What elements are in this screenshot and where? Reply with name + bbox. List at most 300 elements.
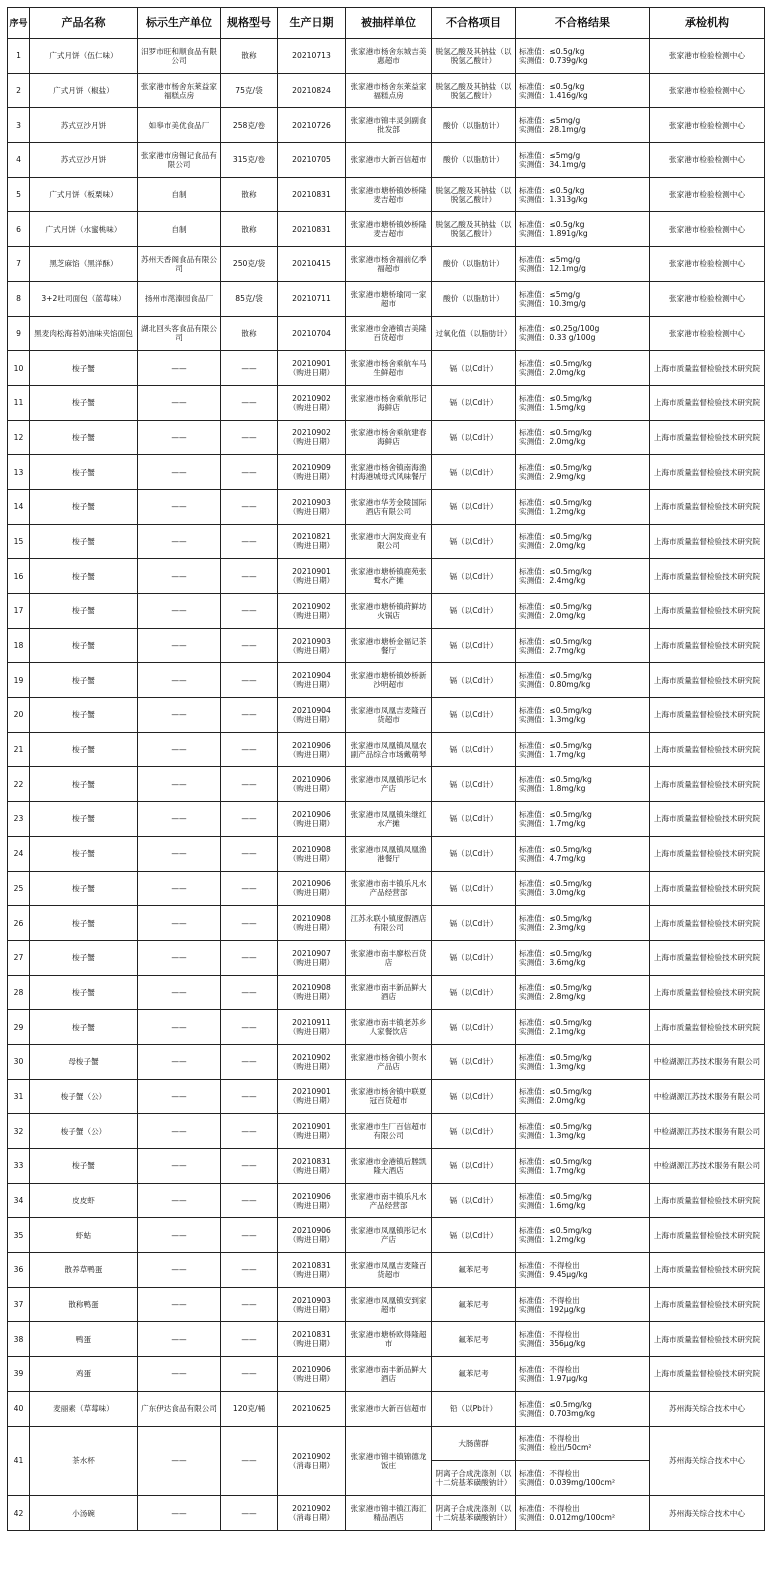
cell-result: 标准值：≤0.5mg/kg 实测值：2.8mg/kg bbox=[516, 975, 650, 1010]
cell-spec: —— bbox=[221, 975, 278, 1010]
cell-product: 母梭子蟹 bbox=[30, 1044, 138, 1079]
cell-seq: 11 bbox=[8, 385, 30, 420]
table-row bbox=[8, 559, 765, 594]
cell-spec: —— bbox=[221, 559, 278, 594]
cell-item: 过氧化值（以脂肪计） bbox=[432, 316, 516, 351]
table-row bbox=[8, 732, 765, 767]
cell-result: 标准值：不得检出 实测值：192μg/kg bbox=[516, 1287, 650, 1322]
cell-lab: 上海市质量监督检验技术研究院 bbox=[650, 385, 765, 420]
cell-result: 标准值：≤0.5mg/kg 实测值：0.703mg/kg bbox=[516, 1391, 650, 1426]
cell-producer: 汨罗市旺和顺食品有限公司 bbox=[138, 39, 221, 74]
cell-seq: 33 bbox=[8, 1149, 30, 1184]
cell-product: 黑麦肉松海苔奶油味夹馅面包 bbox=[30, 316, 138, 351]
cell-spec: —— bbox=[221, 1287, 278, 1322]
cell-seq: 6 bbox=[8, 212, 30, 247]
cell-date: 20210824 bbox=[278, 73, 346, 108]
cell-producer: —— bbox=[138, 1426, 221, 1496]
cell-spec: —— bbox=[221, 1322, 278, 1357]
cell-date: 20210906 （购进日期） bbox=[278, 767, 346, 802]
cell-seq: 4 bbox=[8, 143, 30, 178]
cell-sampled: 张家港市塘桥镇妙桥隆麦吉超市 bbox=[346, 177, 432, 212]
cell-lab: 上海市质量监督检验技术研究院 bbox=[650, 524, 765, 559]
table-row bbox=[8, 1044, 765, 1079]
cell-date: 20210901 （购进日期） bbox=[278, 559, 346, 594]
cell-lab: 张家港市检验检测中心 bbox=[650, 316, 765, 351]
cell-result: 标准值：≤0.5mg/kg 实测值：2.0mg/kg bbox=[516, 351, 650, 386]
cell-date: 20210902 （购进日期） bbox=[278, 594, 346, 629]
cell-producer: —— bbox=[138, 420, 221, 455]
cell-seq: 30 bbox=[8, 1044, 30, 1079]
cell-lab: 上海市质量监督检验技术研究院 bbox=[650, 767, 765, 802]
cell-result: 标准值：≤0.5g/kg 实测值：1.891g/kg bbox=[516, 212, 650, 247]
cell-date: 20210831 bbox=[278, 212, 346, 247]
cell-spec: —— bbox=[221, 1183, 278, 1218]
cell-product: 梭子蟹 bbox=[30, 767, 138, 802]
cell-spec: —— bbox=[221, 1079, 278, 1114]
cell-seq: 34 bbox=[8, 1183, 30, 1218]
cell-spec: —— bbox=[221, 420, 278, 455]
cell-result: 标准值：≤0.5mg/kg 实测值：1.2mg/kg bbox=[516, 1218, 650, 1253]
cell-producer: —— bbox=[138, 1044, 221, 1079]
cell-product: 小汤碗 bbox=[30, 1496, 138, 1531]
cell-item: 氟苯尼考 bbox=[432, 1253, 516, 1288]
cell-seq: 29 bbox=[8, 1010, 30, 1045]
cell-product: 广式月饼（板栗味） bbox=[30, 177, 138, 212]
cell-lab: 上海市质量监督检验技术研究院 bbox=[650, 489, 765, 524]
table-row bbox=[8, 420, 765, 455]
cell-date: 20210902 （购进日期） bbox=[278, 385, 346, 420]
cell-producer: —— bbox=[138, 1357, 221, 1392]
cell-spec: —— bbox=[221, 594, 278, 629]
cell-sampled: 张家港市杨舍乘航彤记海鲜店 bbox=[346, 385, 432, 420]
cell-item: 镉（以Cd计） bbox=[432, 1149, 516, 1184]
cell-product: 梭子蟹 bbox=[30, 698, 138, 733]
cell-seq: 7 bbox=[8, 247, 30, 282]
cell-lab: 苏州海关综合技术中心 bbox=[650, 1426, 765, 1496]
cell-date: 20210902 （购进日期） bbox=[278, 1044, 346, 1079]
cell-item: 镉（以Cd计） bbox=[432, 524, 516, 559]
cell-seq: 40 bbox=[8, 1391, 30, 1426]
cell-lab: 上海市质量监督检验技术研究院 bbox=[650, 1253, 765, 1288]
header-seq: 序号 bbox=[8, 8, 30, 39]
cell-date: 20210831 bbox=[278, 177, 346, 212]
cell-lab: 中检湖源江苏技术服务有限公司 bbox=[650, 1149, 765, 1184]
cell-date: 20210902 （消毒日期） bbox=[278, 1496, 346, 1531]
cell-date: 20210901 （购进日期） bbox=[278, 1079, 346, 1114]
cell-item: 铅（以Pb计） bbox=[432, 1391, 516, 1426]
table-row bbox=[8, 385, 765, 420]
cell-lab: 张家港市检验检测中心 bbox=[650, 108, 765, 143]
cell-producer: —— bbox=[138, 940, 221, 975]
cell-product: 梭子蟹 bbox=[30, 1149, 138, 1184]
cell-lab: 苏州海关综合技术中心 bbox=[650, 1496, 765, 1531]
cell-sampled: 张家港市杨舍东莱益家福糕点房 bbox=[346, 73, 432, 108]
cell-lab: 上海市质量监督检验技术研究院 bbox=[650, 420, 765, 455]
cell-seq: 31 bbox=[8, 1079, 30, 1114]
table-row bbox=[8, 1183, 765, 1218]
cell-product: 梭子蟹 bbox=[30, 628, 138, 663]
table-row bbox=[8, 871, 765, 906]
cell-date: 20210713 bbox=[278, 39, 346, 74]
header-producer: 标示生产单位 bbox=[138, 8, 221, 39]
cell-spec: 120克/桶 bbox=[221, 1391, 278, 1426]
cell-sampled: 张家港市杨舍乘航车马生鲜超市 bbox=[346, 351, 432, 386]
cell-seq: 21 bbox=[8, 732, 30, 767]
cell-result: 标准值：不得检出 实测值：356μg/kg bbox=[516, 1322, 650, 1357]
cell-result: 标准值：≤5mg/g 实测值：34.1mg/g bbox=[516, 143, 650, 178]
cell-date: 20210911 （购进日期） bbox=[278, 1010, 346, 1045]
cell-producer: 湖北回头客食品有限公司 bbox=[138, 316, 221, 351]
cell-sampled: 张家港市锦丰镇江海汇精品酒店 bbox=[346, 1496, 432, 1531]
cell-result: 标准值：≤0.5g/kg 实测值：0.739g/kg bbox=[516, 39, 650, 74]
cell-producer: —— bbox=[138, 767, 221, 802]
cell-producer: —— bbox=[138, 871, 221, 906]
cell-seq: 35 bbox=[8, 1218, 30, 1253]
cell-lab: 张家港市检验检测中心 bbox=[650, 247, 765, 282]
table-row bbox=[8, 698, 765, 733]
cell-item: 镉（以Cd计） bbox=[432, 1010, 516, 1045]
table-row bbox=[8, 281, 765, 316]
cell-item: 脱氢乙酸及其钠盐（以脱氢乙酸计） bbox=[432, 39, 516, 74]
cell-item: 镉（以Cd计） bbox=[432, 871, 516, 906]
table-row bbox=[8, 940, 765, 975]
cell-lab: 中检湖源江苏技术服务有限公司 bbox=[650, 1044, 765, 1079]
cell-producer: —— bbox=[138, 1149, 221, 1184]
cell-spec: —— bbox=[221, 1114, 278, 1149]
cell-sampled: 张家港市杨舍东城吉美惠超市 bbox=[346, 39, 432, 74]
cell-product: 黑芝麻馅（黑洋酥） bbox=[30, 247, 138, 282]
cell-sampled: 张家港市塘桥金福记茶餐厅 bbox=[346, 628, 432, 663]
cell-producer: 如皋市美优食品厂 bbox=[138, 108, 221, 143]
cell-spec: —— bbox=[221, 732, 278, 767]
cell-item: 镉（以Cd计） bbox=[432, 940, 516, 975]
cell-producer: —— bbox=[138, 351, 221, 386]
cell-result: 标准值：≤0.5mg/kg 实测值：1.8mg/kg bbox=[516, 767, 650, 802]
cell-item: 镉（以Cd计） bbox=[432, 1183, 516, 1218]
cell-seq: 25 bbox=[8, 871, 30, 906]
cell-spec: —— bbox=[221, 385, 278, 420]
cell-result: 标准值：≤0.5mg/kg 实测值：4.7mg/kg bbox=[516, 836, 650, 871]
cell-spec: —— bbox=[221, 1218, 278, 1253]
cell-sampled: 张家港市南丰镇乐凡水产品经营部 bbox=[346, 1183, 432, 1218]
cell-sampled: 张家港市凤凰吉麦隆百货超市 bbox=[346, 1253, 432, 1288]
cell-seq: 16 bbox=[8, 559, 30, 594]
cell-result: 标准值：≤0.5mg/kg 实测值：1.7mg/kg bbox=[516, 732, 650, 767]
cell-sampled: 张家港市南丰镇乐凡水产品经营部 bbox=[346, 871, 432, 906]
table-row bbox=[8, 663, 765, 698]
cell-result: 标准值：≤0.5mg/kg 实测值：1.6mg/kg bbox=[516, 1183, 650, 1218]
cell-result: 标准值：≤0.5mg/kg 实测值：0.80mg/kg bbox=[516, 663, 650, 698]
cell-seq: 22 bbox=[8, 767, 30, 802]
table-row bbox=[8, 1426, 765, 1461]
cell-item: 镉（以Cd计） bbox=[432, 663, 516, 698]
cell-date: 20210904 （购进日期） bbox=[278, 663, 346, 698]
cell-sampled: 张家港市塘桥镇莳鲜坊火锅店 bbox=[346, 594, 432, 629]
cell-producer: —— bbox=[138, 594, 221, 629]
cell-lab: 上海市质量监督检验技术研究院 bbox=[650, 802, 765, 837]
cell-result: 标准值：≤0.5mg/kg 实测值：2.0mg/kg bbox=[516, 1079, 650, 1114]
cell-producer: 广东伊达食品有限公司 bbox=[138, 1391, 221, 1426]
cell-item: 镉（以Cd计） bbox=[432, 836, 516, 871]
cell-sampled: 张家港市生厂百信超市有限公司 bbox=[346, 1114, 432, 1149]
cell-item: 脱氢乙酸及其钠盐（以脱氢乙酸计） bbox=[432, 177, 516, 212]
cell-lab: 上海市质量监督检验技术研究院 bbox=[650, 940, 765, 975]
cell-result: 标准值：≤5mg/g 实测值：10.3mg/g bbox=[516, 281, 650, 316]
table-row bbox=[8, 975, 765, 1010]
cell-lab: 上海市质量监督检验技术研究院 bbox=[650, 1322, 765, 1357]
cell-sampled: 张家港市凤凰镇朱继红水产摊 bbox=[346, 802, 432, 837]
cell-lab: 张家港市检验检测中心 bbox=[650, 281, 765, 316]
cell-product: 梭子蟹 bbox=[30, 906, 138, 941]
cell-lab: 上海市质量监督检验技术研究院 bbox=[650, 1183, 765, 1218]
table-row bbox=[8, 1010, 765, 1045]
cell-result: 标准值：≤0.25g/100g 实测值：0.33 g/100g bbox=[516, 316, 650, 351]
table-row bbox=[8, 628, 765, 663]
cell-sampled: 张家港市塘桥瑜同一家超市 bbox=[346, 281, 432, 316]
cell-producer: —— bbox=[138, 802, 221, 837]
cell-date: 20210726 bbox=[278, 108, 346, 143]
cell-lab: 中检湖源江苏技术服务有限公司 bbox=[650, 1114, 765, 1149]
cell-sampled: 张家港市塘桥镇鹿苑张鹜水产摊 bbox=[346, 559, 432, 594]
table-row bbox=[8, 1496, 765, 1531]
header-row bbox=[8, 8, 765, 39]
cell-result: 标准值：≤0.5g/kg 实测值：1.416g/kg bbox=[516, 73, 650, 108]
cell-date: 20210821 （购进日期） bbox=[278, 524, 346, 559]
cell-date: 20210906 （购进日期） bbox=[278, 732, 346, 767]
cell-spec: —— bbox=[221, 1357, 278, 1392]
table-row bbox=[8, 1149, 765, 1184]
cell-product: 梭子蟹 bbox=[30, 940, 138, 975]
header-lab: 承检机构 bbox=[650, 8, 765, 39]
cell-spec: —— bbox=[221, 906, 278, 941]
cell-date: 20210906 （购进日期） bbox=[278, 871, 346, 906]
table-row bbox=[8, 73, 765, 108]
cell-seq: 2 bbox=[8, 73, 30, 108]
cell-item: 氟苯尼考 bbox=[432, 1322, 516, 1357]
cell-producer: —— bbox=[138, 489, 221, 524]
cell-date: 20210906 （购进日期） bbox=[278, 1183, 346, 1218]
cell-date: 20210903 （购进日期） bbox=[278, 1287, 346, 1322]
table-row bbox=[8, 802, 765, 837]
cell-result: 标准值：≤0.5mg/kg 实测值：2.7mg/kg bbox=[516, 628, 650, 663]
cell-result: 标准值：≤0.5mg/kg 实测值：1.3mg/kg bbox=[516, 1114, 650, 1149]
cell-spec: 315克/卷 bbox=[221, 143, 278, 178]
cell-product: 3+2吐司面包（蓝莓味） bbox=[30, 281, 138, 316]
cell-product: 麦丽素（草莓味） bbox=[30, 1391, 138, 1426]
header-sampled: 被抽样单位 bbox=[346, 8, 432, 39]
cell-result: 标准值：≤0.5mg/kg 实测值：1.5mg/kg bbox=[516, 385, 650, 420]
cell-sampled: 张家港市凤凰镇凤凰渔港餐厅 bbox=[346, 836, 432, 871]
cell-seq: 26 bbox=[8, 906, 30, 941]
table-row bbox=[8, 316, 765, 351]
cell-seq: 10 bbox=[8, 351, 30, 386]
cell-item: 镉（以Cd计） bbox=[432, 351, 516, 386]
cell-seq: 28 bbox=[8, 975, 30, 1010]
cell-sampled: 张家港市凤凰镇安到家超市 bbox=[346, 1287, 432, 1322]
cell-date: 20210903 （购进日期） bbox=[278, 489, 346, 524]
cell-product: 梭子蟹 bbox=[30, 489, 138, 524]
table-row bbox=[8, 1253, 765, 1288]
cell-item: 脱氢乙酸及其钠盐（以脱氢乙酸计） bbox=[432, 212, 516, 247]
cell-item: 酸价（以脂肪计） bbox=[432, 247, 516, 282]
cell-product: 梭子蟹 bbox=[30, 455, 138, 490]
cell-product: 梭子蟹 bbox=[30, 420, 138, 455]
cell-producer: —— bbox=[138, 559, 221, 594]
cell-date: 20210908 （购进日期） bbox=[278, 836, 346, 871]
cell-producer: 张家港市房锡记食品有限公司 bbox=[138, 143, 221, 178]
table-row bbox=[8, 594, 765, 629]
table-row bbox=[8, 212, 765, 247]
cell-lab: 上海市质量监督检验技术研究院 bbox=[650, 455, 765, 490]
cell-result: 标准值：≤0.5mg/kg 实测值：2.9mg/kg bbox=[516, 455, 650, 490]
cell-product: 苏式豆沙月饼 bbox=[30, 143, 138, 178]
cell-seq: 41 bbox=[8, 1426, 30, 1496]
cell-producer: —— bbox=[138, 906, 221, 941]
cell-date: 20210904 （购进日期） bbox=[278, 698, 346, 733]
cell-item: 镉（以Cd计） bbox=[432, 420, 516, 455]
cell-spec: 75克/袋 bbox=[221, 73, 278, 108]
cell-result: 标准值：≤5mg/g 实测值：28.1mg/g bbox=[516, 108, 650, 143]
cell-item: 镉（以Cd计） bbox=[432, 698, 516, 733]
cell-lab: 上海市质量监督检验技术研究院 bbox=[650, 1010, 765, 1045]
cell-lab: 上海市质量监督检验技术研究院 bbox=[650, 1287, 765, 1322]
cell-result: 标准值：不得检出 实测值：9.45μg/kg bbox=[516, 1253, 650, 1288]
cell-spec: 258克/卷 bbox=[221, 108, 278, 143]
cell-sampled: 江苏永联小镇度假酒店有限公司 bbox=[346, 906, 432, 941]
cell-date: 20210705 bbox=[278, 143, 346, 178]
cell-seq: 36 bbox=[8, 1253, 30, 1288]
cell-date: 20210902 （消毒日期） bbox=[278, 1426, 346, 1496]
cell-seq: 42 bbox=[8, 1496, 30, 1531]
cell-date: 20210711 bbox=[278, 281, 346, 316]
cell-item: 镉（以Cd计） bbox=[432, 1218, 516, 1253]
cell-producer: —— bbox=[138, 628, 221, 663]
cell-sampled: 张家港市凤凰镇彤记水产店 bbox=[346, 767, 432, 802]
cell-producer: —— bbox=[138, 1218, 221, 1253]
cell-item: 脱氢乙酸及其钠盐（以脱氢乙酸计） bbox=[432, 73, 516, 108]
cell-product: 梭子蟹 bbox=[30, 351, 138, 386]
table-row bbox=[8, 906, 765, 941]
cell-product: 鸭蛋 bbox=[30, 1322, 138, 1357]
cell-product: 鸡蛋 bbox=[30, 1357, 138, 1392]
table-row bbox=[8, 1322, 765, 1357]
cell-spec: —— bbox=[221, 836, 278, 871]
cell-seq: 20 bbox=[8, 698, 30, 733]
cell-spec: —— bbox=[221, 1496, 278, 1531]
cell-result: 标准值：≤0.5mg/kg 实测值：1.2mg/kg bbox=[516, 489, 650, 524]
cell-result: 标准值：≤0.5mg/kg 实测值：2.4mg/kg bbox=[516, 559, 650, 594]
cell-product: 茶水杯 bbox=[30, 1426, 138, 1496]
cell-sampled: 张家港市凤凰镇凤凰农副产品综合市场戴萌琴 bbox=[346, 732, 432, 767]
cell-result: 标准值：≤0.5mg/kg 实测值：2.0mg/kg bbox=[516, 524, 650, 559]
table-row bbox=[8, 39, 765, 74]
cell-sampled: 张家港市锦丰灵剑副食批发部 bbox=[346, 108, 432, 143]
cell-sampled: 张家港市塘桥镇妙桥隆麦吉超市 bbox=[346, 212, 432, 247]
cell-producer: —— bbox=[138, 385, 221, 420]
cell-producer: —— bbox=[138, 1253, 221, 1288]
cell-product: 虾蛄 bbox=[30, 1218, 138, 1253]
cell-spec: —— bbox=[221, 698, 278, 733]
cell-lab: 中检湖源江苏技术服务有限公司 bbox=[650, 1079, 765, 1114]
cell-lab: 上海市质量监督检验技术研究院 bbox=[650, 698, 765, 733]
cell-item: 镉（以Cd计） bbox=[432, 767, 516, 802]
cell-date: 20210903 （购进日期） bbox=[278, 628, 346, 663]
cell-sampled: 张家港市金港镇后塍凯隆大酒店 bbox=[346, 1149, 432, 1184]
cell-product: 散称鸭蛋 bbox=[30, 1287, 138, 1322]
cell-result: 标准值：≤0.5g/kg 实测值：1.313g/kg bbox=[516, 177, 650, 212]
cell-product: 梭子蟹 bbox=[30, 802, 138, 837]
cell-item: 氟苯尼考 bbox=[432, 1357, 516, 1392]
cell-seq: 9 bbox=[8, 316, 30, 351]
cell-sampled: 张家港市杨舍福前亿季福超市 bbox=[346, 247, 432, 282]
cell-producer: 自制 bbox=[138, 177, 221, 212]
cell-result: 标准值：不得检出 实测值：0.012mg/100cm² bbox=[516, 1496, 650, 1531]
cell-producer: —— bbox=[138, 524, 221, 559]
cell-seq: 14 bbox=[8, 489, 30, 524]
cell-date: 20210831 （购进日期） bbox=[278, 1322, 346, 1357]
cell-spec: —— bbox=[221, 1149, 278, 1184]
cell-seq: 27 bbox=[8, 940, 30, 975]
cell-spec: 散称 bbox=[221, 316, 278, 351]
cell-item: 阴离子合成洗涤剂（以十二烷基苯磺酸钠计） bbox=[432, 1496, 516, 1531]
cell-seq: 8 bbox=[8, 281, 30, 316]
cell-date: 20210831 （购进日期） bbox=[278, 1253, 346, 1288]
cell-result: 标准值：≤0.5mg/kg 实测值：1.3mg/kg bbox=[516, 698, 650, 733]
cell-item: 镉（以Cd计） bbox=[432, 732, 516, 767]
cell-producer: —— bbox=[138, 732, 221, 767]
cell-product: 散养草鸭蛋 bbox=[30, 1253, 138, 1288]
cell-result: 标准值：≤0.5mg/kg 实测值：2.1mg/kg bbox=[516, 1010, 650, 1045]
table-row bbox=[8, 524, 765, 559]
cell-lab: 上海市质量监督检验技术研究院 bbox=[650, 663, 765, 698]
cell-seq: 18 bbox=[8, 628, 30, 663]
cell-seq: 24 bbox=[8, 836, 30, 871]
cell-spec: —— bbox=[221, 871, 278, 906]
cell-spec: —— bbox=[221, 489, 278, 524]
cell-product: 梭子蟹（公） bbox=[30, 1079, 138, 1114]
cell-seq: 37 bbox=[8, 1287, 30, 1322]
cell-item: 镉（以Cd计） bbox=[432, 455, 516, 490]
cell-lab: 张家港市检验检测中心 bbox=[650, 143, 765, 178]
cell-item: 镉（以Cd计） bbox=[432, 489, 516, 524]
cell-spec: 散称 bbox=[221, 212, 278, 247]
cell-lab: 张家港市检验检测中心 bbox=[650, 212, 765, 247]
cell-spec: 散称 bbox=[221, 39, 278, 74]
cell-result: 标准值：≤0.5mg/kg 实测值：2.0mg/kg bbox=[516, 594, 650, 629]
cell-seq: 38 bbox=[8, 1322, 30, 1357]
cell-item: 酸价（以脂肪计） bbox=[432, 108, 516, 143]
cell-result: 标准值：不得检出 实测值：检出/50cm² bbox=[516, 1426, 650, 1461]
cell-sampled: 张家港市金港镇吉美隆百货超市 bbox=[346, 316, 432, 351]
cell-spec: —— bbox=[221, 628, 278, 663]
cell-date: 20210902 （购进日期） bbox=[278, 420, 346, 455]
table-row bbox=[8, 143, 765, 178]
cell-date: 20210906 （购进日期） bbox=[278, 802, 346, 837]
cell-date: 20210625 bbox=[278, 1391, 346, 1426]
cell-lab: 上海市质量监督检验技术研究院 bbox=[650, 906, 765, 941]
cell-date: 20210907 （购进日期） bbox=[278, 940, 346, 975]
cell-lab: 上海市质量监督检验技术研究院 bbox=[650, 559, 765, 594]
cell-spec: —— bbox=[221, 1010, 278, 1045]
cell-lab: 上海市质量监督检验技术研究院 bbox=[650, 975, 765, 1010]
cell-lab: 上海市质量监督检验技术研究院 bbox=[650, 732, 765, 767]
cell-item: 镉（以Cd计） bbox=[432, 559, 516, 594]
inspection-table bbox=[7, 7, 765, 1531]
cell-spec: 散称 bbox=[221, 177, 278, 212]
cell-lab: 上海市质量监督检验技术研究院 bbox=[650, 594, 765, 629]
cell-sampled: 张家港市杨舍乘航建春海鲜店 bbox=[346, 420, 432, 455]
cell-item: 镉（以Cd计） bbox=[432, 594, 516, 629]
